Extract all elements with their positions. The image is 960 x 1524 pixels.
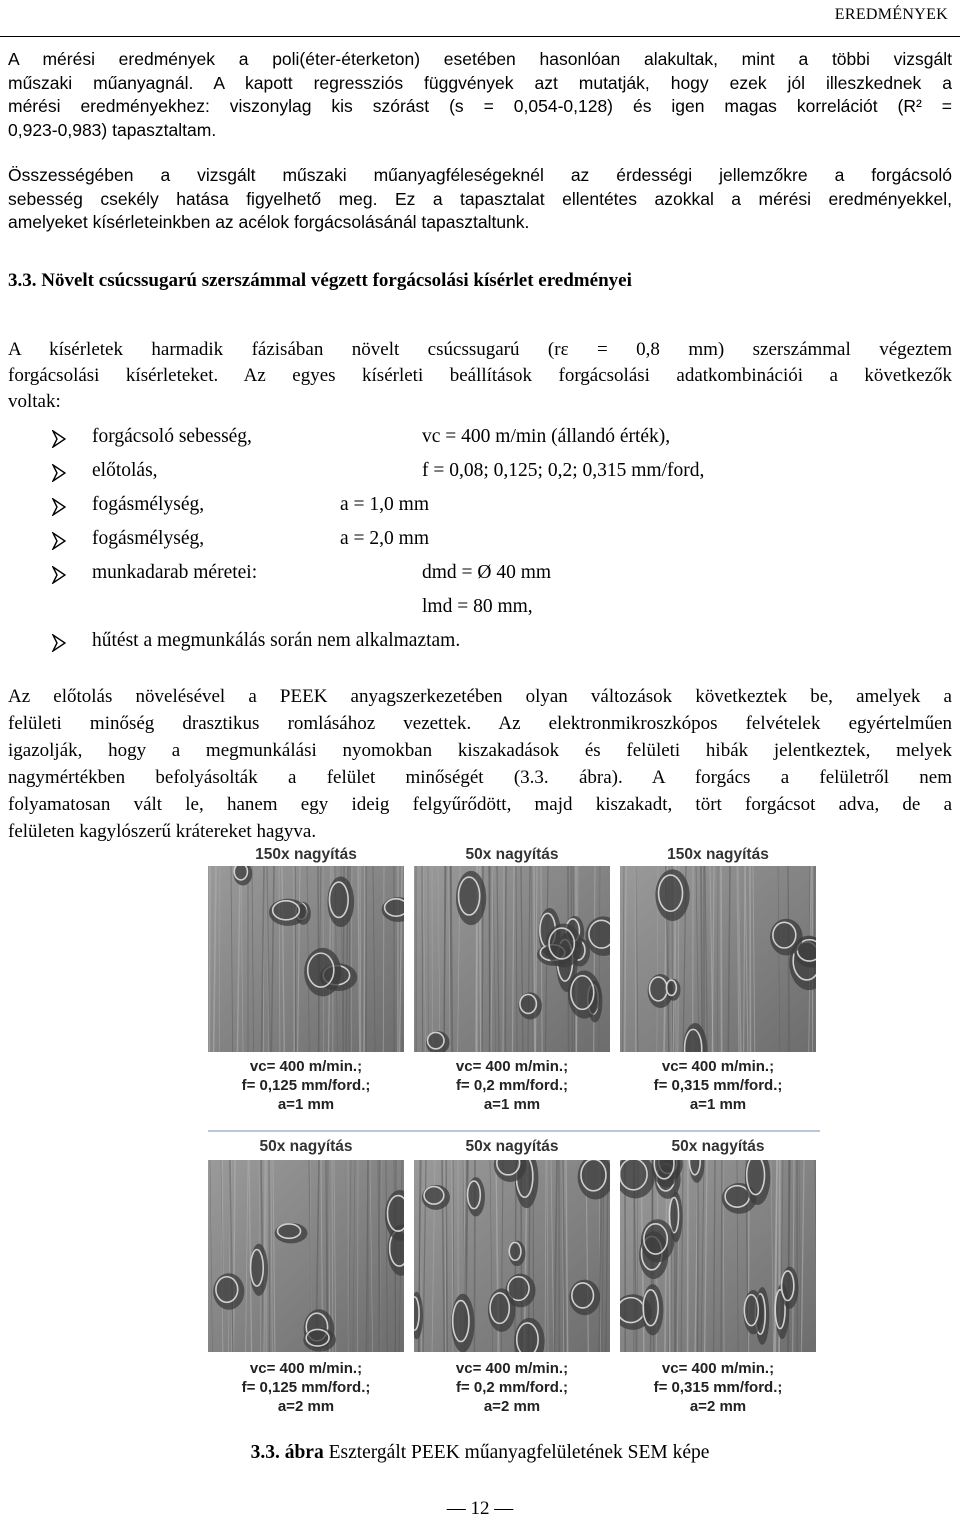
arrow-bullet-icon <box>52 464 66 482</box>
sem-image <box>414 1160 610 1352</box>
list-item-value: vc = 400 m/min (állandó érték), <box>422 426 671 447</box>
list-item-value: dmd = Ø 40 mm <box>422 562 552 583</box>
arrow-bullet-icon <box>52 566 66 584</box>
sem-image <box>414 866 610 1052</box>
cutting-parameter-label: f= 0,125 mm/ford.; <box>241 1379 371 1396</box>
arrow-bullet-icon <box>52 430 66 448</box>
text-line: mérési eredményekhez: viszonylag kis szórást (s = 0,054-0,128) és igen magas korrelációt (R² = <box>8 96 952 116</box>
list-item-value: f = 0,08; 0,125; 0,2; 0,315 mm/ford, <box>422 460 705 481</box>
text-line: 0,923-0,983) tapasztaltam. <box>8 119 217 140</box>
sem-image <box>620 866 816 1052</box>
list-item-label: fogásmélység, <box>92 494 205 515</box>
text-line: Összességében a vizsgált műszaki műanyagféleségeknél az érdességi jellemzőkre a forgácsoló <box>8 165 952 185</box>
cutting-parameter-label: vc= 400 m/min.; <box>455 1360 569 1377</box>
paragraph-results-peek <box>8 48 952 142</box>
cutting-parameter-label: vc= 400 m/min.; <box>249 1058 363 1075</box>
sem-image <box>208 866 404 1052</box>
text-line: A kísérletek harmadik fázisában növelt csúcssugarú (rε = 0,8 mm) szerszámmal végeztem <box>8 339 952 360</box>
cutting-parameter-label: vc= 400 m/min.; <box>249 1360 363 1377</box>
arrow-bullet-icon <box>52 532 66 550</box>
header-title: EREDMÉNYEK <box>834 6 948 23</box>
cutting-parameter-label: a=2 mm <box>483 1398 541 1415</box>
cutting-parameter-label: a=1 mm <box>483 1096 541 1113</box>
caption-number: 3.3. ábra <box>250 1442 324 1463</box>
list-item <box>8 458 952 492</box>
list-item <box>8 594 952 628</box>
text-line: felületen kagylószerű krátereket hagyva. <box>8 821 317 842</box>
cutting-parameter-label: vc= 400 m/min.; <box>455 1058 569 1075</box>
text-line: A mérési eredmények a poli(éter-éterketon) esetében hasonlóan alakultak, mint a többi vizsgált <box>8 49 952 69</box>
text-line: nagymértékben befolyásolták a felület minőségét (3.3. ábra). A forgács a felületről nem <box>8 767 952 788</box>
list-item-label: hűtést a megmunkálás során nem alkalmaztam. <box>92 630 461 651</box>
sem-image <box>620 1160 816 1352</box>
text-line: amelyeket kísérleteinkben az acélok forgácsolásánál tapasztaltunk. <box>8 212 530 232</box>
cutting-parameter-label: a=2 mm <box>689 1398 747 1415</box>
magnification-label: 50x nagyítás <box>465 846 559 863</box>
text-line: igazolják, hogy a megmunkálási nyomokban kiszakadások és felületi hibák jelentkeztek, melyek <box>8 740 952 761</box>
paragraph-experiment-intro <box>8 337 952 415</box>
parameter-list <box>8 424 952 662</box>
text-line: forgácsolási kísérleteket. Az egyes kísérleti beállítások forgácsolási adatkombinációi a következők <box>8 365 952 386</box>
sem-image <box>208 1160 404 1352</box>
header-divider <box>0 36 960 37</box>
figure-caption <box>0 1442 960 1464</box>
text-line: felületi minőség drasztikus romlásához vezettek. Az elektronmikroszkópos felvételek egyértelműen <box>8 713 952 734</box>
figure-separator <box>208 1130 820 1132</box>
list-item-label: előtolás, <box>92 460 158 481</box>
paragraph-discussion <box>8 683 952 845</box>
magnification-label: 150x nagyítás <box>255 846 357 863</box>
text-line: sebesség csekély hatása figyelhető meg. Ez a tapasztalat ellentétes azokkal a mérési eredményekkel, <box>8 188 952 209</box>
list-item <box>8 628 952 662</box>
magnification-label: 50x nagyítás <box>259 1138 353 1155</box>
magnification-label: 150x nagyítás <box>667 846 769 863</box>
cutting-parameter-label: f= 0,315 mm/ford.; <box>653 1379 783 1396</box>
list-item-value: lmd = 80 mm, <box>422 596 533 617</box>
cutting-parameter-label: a=2 mm <box>277 1398 335 1415</box>
cutting-parameter-label: vc= 400 m/min.; <box>661 1058 775 1075</box>
page-number: — 12 — <box>446 1498 514 1519</box>
list-item-label: forgácsoló sebesség, <box>92 426 252 447</box>
list-item <box>8 424 952 458</box>
cutting-parameter-label: a=1 mm <box>277 1096 335 1113</box>
cutting-parameter-label: f= 0,125 mm/ford.; <box>241 1077 371 1094</box>
magnification-label: 50x nagyítás <box>671 1138 765 1155</box>
paragraph-summary <box>8 164 952 235</box>
cutting-parameter-label: f= 0,315 mm/ford.; <box>653 1077 783 1094</box>
cutting-parameter-label: f= 0,2 mm/ford.; <box>455 1379 569 1396</box>
list-item-label: munkadarab méretei: <box>92 562 258 583</box>
arrow-bullet-icon <box>52 498 66 516</box>
text-line: folyamatosan vált le, hanem egy ideig felgyűrődött, majd kiszakadt, tört forgácsot adva, de a <box>8 794 952 815</box>
section-heading: 3.3. Növelt csúcssugarú szerszámmal végzett forgácsolási kísérlet eredményei <box>8 270 632 291</box>
list-item-value: a = 1,0 mm <box>340 494 429 515</box>
caption-text: Esztergált PEEK műanyagfelületének SEM képe <box>323 1442 710 1463</box>
list-item <box>8 526 952 560</box>
list-item-value: a = 2,0 mm <box>340 528 429 549</box>
arrow-bullet-icon <box>52 634 66 652</box>
cutting-parameter-label: vc= 400 m/min.; <box>661 1360 775 1377</box>
sem-figure <box>208 846 820 1434</box>
list-item <box>8 560 952 594</box>
list-item-label: fogásmélység, <box>92 528 205 549</box>
text-line: Az előtolás növelésével a PEEK anyagszerkezetében olyan változások következtek be, amelyek a <box>8 686 952 707</box>
list-item <box>8 492 952 526</box>
page-header <box>0 4 960 30</box>
cutting-parameter-label: a=1 mm <box>689 1096 747 1113</box>
text-line: műszaki műanyagnál. A kapott regressziós függvények azt mutatják, hogy ezek jól illeszkednek a <box>8 72 952 93</box>
cutting-parameter-label: f= 0,2 mm/ford.; <box>455 1077 569 1094</box>
text-line: voltak: <box>8 391 61 412</box>
magnification-label: 50x nagyítás <box>465 1138 559 1155</box>
